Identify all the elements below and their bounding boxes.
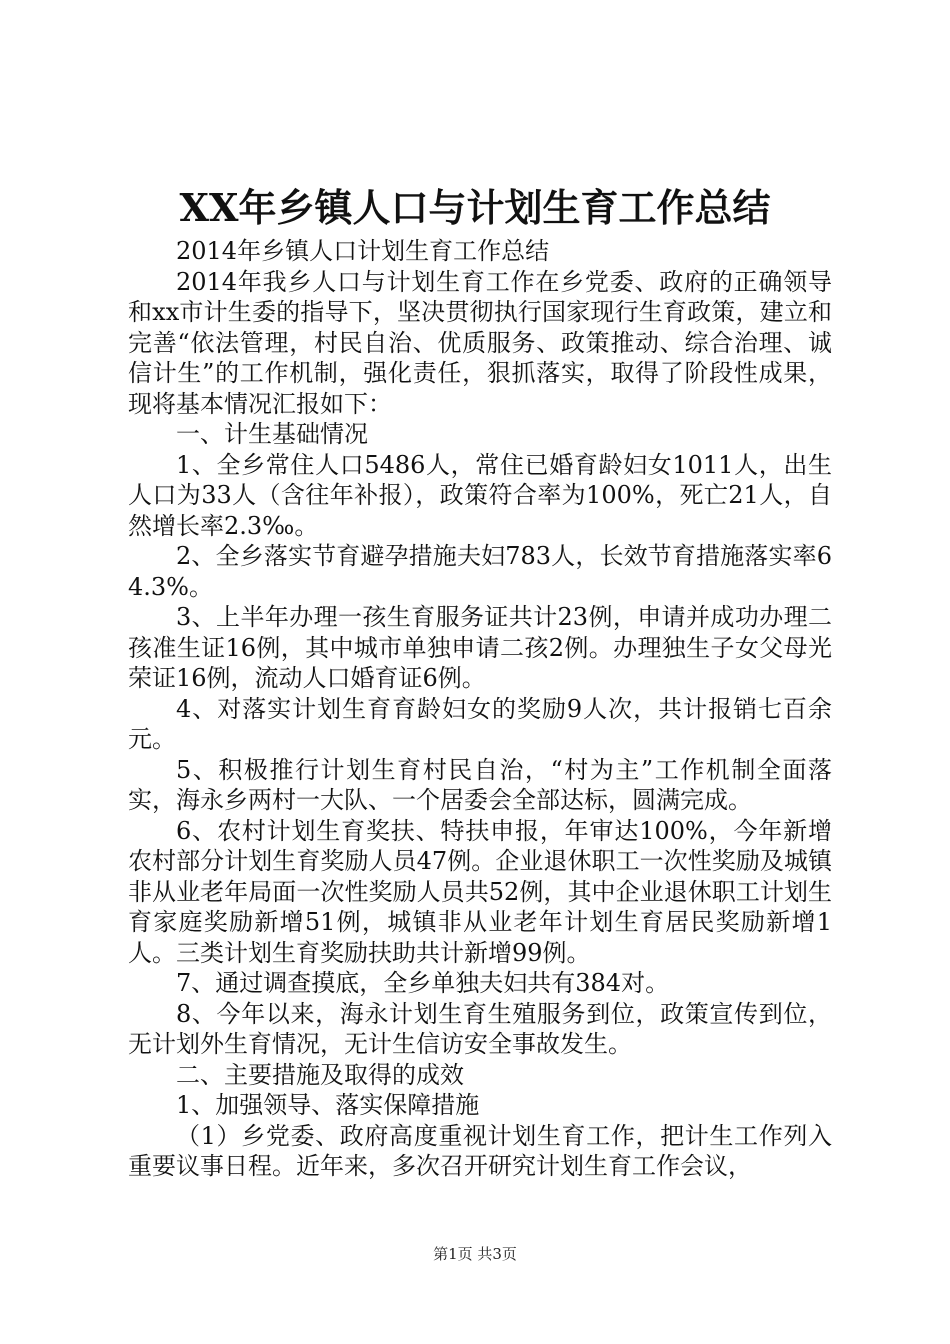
section-heading-2: 二、主要措施及取得的成效	[176, 1060, 464, 1089]
item-paragraph-4: 4、对落实计划生育育龄妇女的奖励9人次，共计报销七百余元。	[128, 694, 832, 753]
measure-paragraph-1: （1）乡党委、政府高度重视计划生育工作，把计生工作列入重要议事日程。近年来，多次召开研究计划生育工作会议，	[128, 1121, 832, 1180]
section-heading-1: 一、计生基础情况	[176, 420, 368, 448]
item-paragraph-8: 8、今年以来，海永计划生育生殖服务到位，政策宣传到位，无计划外生育情况，无计生信访安全事故发生。	[128, 999, 832, 1058]
item-paragraph-2: 2、全乡落实节育避孕措施夫妇783人，长效节育措施落实率64.3%。	[128, 542, 832, 601]
document-title: XX年乡镇人口与计划生育工作总结	[179, 185, 771, 230]
item-paragraph-5: 5、积极推行计划生育村民自治，“村为主”工作机制全面落实，海永乡两村一大队、一个居委会全部达标，圆满完成。	[128, 755, 832, 814]
subsection-heading-1: 1、加强领导、落实保障措施	[176, 1091, 480, 1119]
subtitle-paragraph: 2014年乡镇人口计划生育工作总结	[176, 237, 550, 265]
document-body	[128, 236, 832, 1182]
item-paragraph-7: 7、通过调查摸底，全乡单独夫妇共有384对。	[176, 969, 670, 997]
intro-paragraph: 2014年我乡人口与计划生育工作在乡党委、政府的正确领导和xx市计生委的指导下，坚决贯彻执行国家现行生育政策，建立和完善“依法管理，村民自治、优质服务、政策推动、综合治理、诚信计生”的工作机制，强化责任，狠抓落实，取得了阶段性成果，现将基本情况汇报如下：	[128, 267, 832, 418]
page-footer: 第1页 共3页	[433, 1245, 517, 1263]
item-paragraph-3: 3、上半年办理一孩生育服务证共计23例，申请并成功办理二孩准生证16例，其中城市单独申请二孩2例。办理独生子女父母光荣证16例，流动人口婚育证6例。	[128, 603, 832, 692]
item-paragraph-6: 6、农村计划生育奖扶、特扶申报，年审达100%，今年新增农村部分计划生育奖励人员47例。企业退休职工一次性奖励及城镇非从业老年局面一次性奖励人员共52例，其中企业退休职工计划生育家庭奖励新增51例，城镇非从业老年计划生育居民奖励新增1人。三类计划生育奖励扶助共计新增99例。	[128, 816, 832, 967]
item-paragraph-1: 1、全乡常住人口5486人，常住已婚育龄妇女1011人，出生人口为33人（含往年补报），政策符合率为100%，死亡21人，自然增长率2.3‰。	[128, 450, 832, 540]
